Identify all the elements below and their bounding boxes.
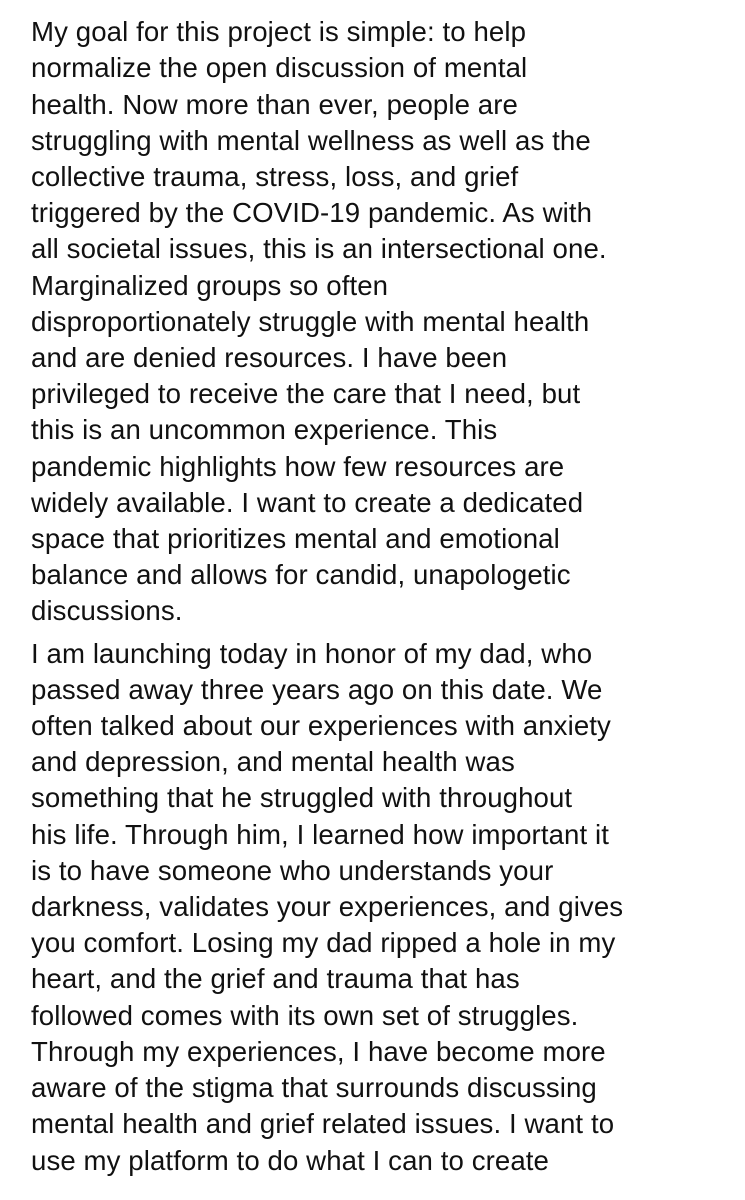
text-line: normalize the open discussion of mental xyxy=(31,52,528,84)
cropped-top-line xyxy=(31,0,743,14)
text-line: followed comes with its own set of struggles. xyxy=(31,999,579,1031)
text-line: heart, and the grief and trauma that has xyxy=(31,963,520,995)
text-line: Marginalized groups so often xyxy=(31,269,389,301)
text-line: often talked about our experiences with anxiety xyxy=(31,710,611,742)
text-line: use my platform to do what I can to create xyxy=(31,1144,549,1176)
text-line: something that he struggled with throughout xyxy=(31,782,573,814)
text-line: passed away three years ago on this date. We xyxy=(31,673,603,705)
text-line: collective trauma, stress, loss, and grief xyxy=(31,161,519,193)
text-line: his life. Through him, I learned how important it xyxy=(31,818,610,850)
text-line: you comfort. Losing my dad ripped a hole in my xyxy=(31,927,616,959)
text-line: is to have someone who understands your xyxy=(31,854,554,886)
text-line: this is an uncommon experience. This xyxy=(31,414,498,446)
paragraph-project-goal xyxy=(31,14,743,629)
text-line: health. Now more than ever, people are xyxy=(31,88,518,120)
text-line: aware of the stigma that surrounds discussing xyxy=(31,1072,597,1104)
text-line: I am launching today in honor of my dad, who xyxy=(31,637,593,669)
text-line: My goal for this project is simple: to help xyxy=(31,16,527,48)
text-line: pandemic highlights how few resources are xyxy=(31,450,565,482)
text-line: discussions. xyxy=(31,595,183,627)
text-line: triggered by the COVID-19 pandemic. As with xyxy=(31,197,593,229)
text-line: Through my experiences, I have become more xyxy=(31,1035,606,1067)
text-line: darkness, validates your experiences, and gives xyxy=(31,891,624,923)
paragraph-launch-dedication xyxy=(31,636,743,1179)
document-text xyxy=(31,0,743,1179)
text-line: privileged to receive the care that I need, but xyxy=(31,378,581,410)
text-line: space that prioritizes mental and emotional xyxy=(31,523,560,555)
text-line: widely available. I want to create a dedicated xyxy=(31,486,584,518)
text-line: and depression, and mental health was xyxy=(31,746,515,778)
text-line: struggling with mental wellness as well as the xyxy=(31,124,591,156)
text-line: all societal issues, this is an intersectional one. xyxy=(31,233,607,265)
text-line: disproportionately struggle with mental health xyxy=(31,305,590,337)
text-line: and are denied resources. I have been xyxy=(31,342,508,374)
text-line: balance and allows for candid, unapologetic xyxy=(31,559,571,591)
text-line: mental health and grief related issues. I want to xyxy=(31,1108,615,1140)
